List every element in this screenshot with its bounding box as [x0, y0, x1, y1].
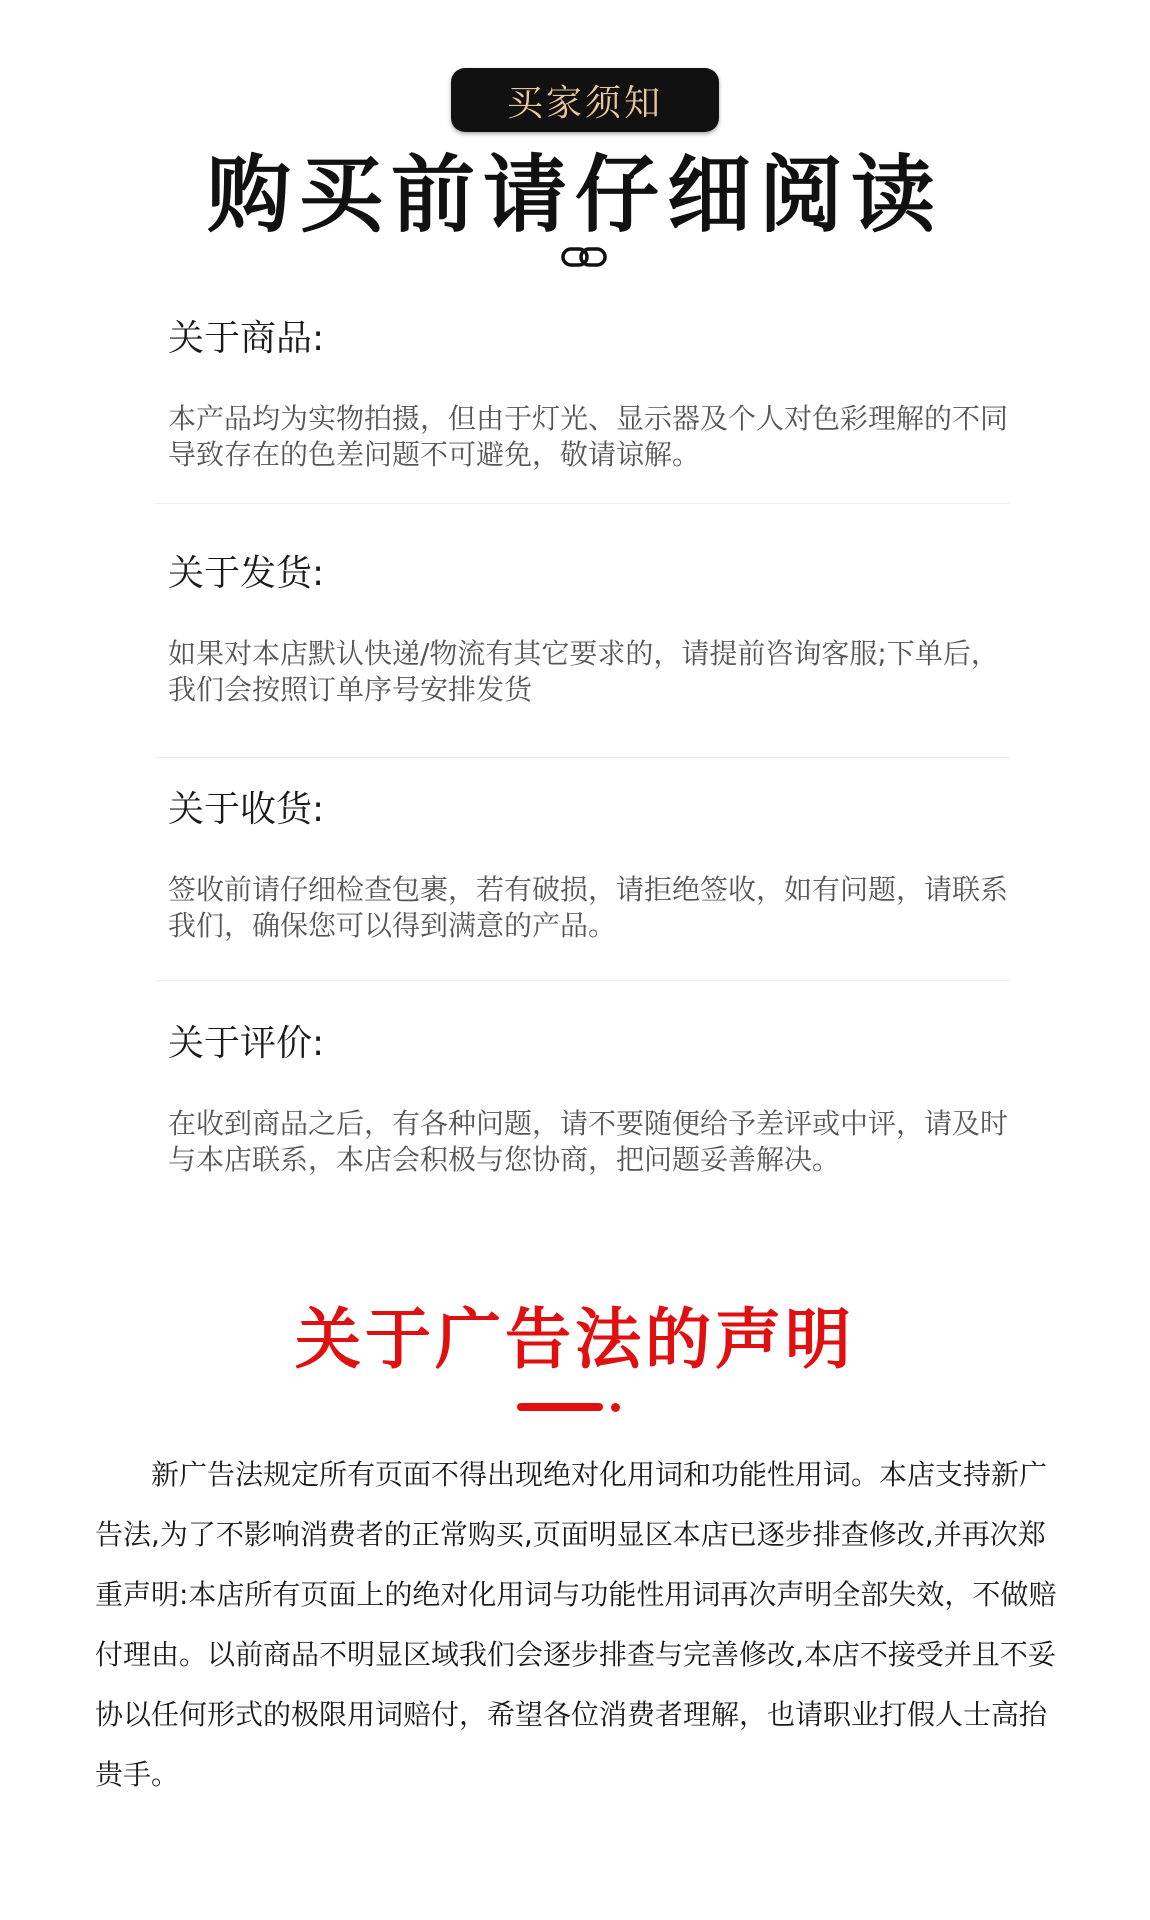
section-title: 关于收货: [168, 789, 325, 830]
section-body: 如果对本店默认快递/物流有其它要求的，请提前咨询客服;下单后，我们会按照订单序号安排发货 [168, 637, 999, 706]
section-title: 关于评价: [168, 1023, 325, 1064]
ad-law-statement: 新广告法规定所有页面不得出现绝对化用词和功能性用词。本店支持新广告法,为了不影响消费者的正常购买,页面明显区本店已逐步排查修改,并再次郑重声明:本店所有页面上的绝对化用词与功能性用词再次声明全部失效，不做赔付理由。以前商品不明显区域我们会逐步排查与完善修改,本店不接受并且不妥协以任何形式的极限用词赔付，希望各位消费者理解，也请职业打假人士高抬贵手。 [95, 1458, 1057, 1791]
divider [155, 757, 1010, 758]
section-title: 关于发货: [168, 553, 325, 594]
section-review [168, 1020, 1018, 1178]
section-receiving [168, 786, 1018, 944]
section-shipping [168, 550, 1018, 708]
section-body: 签收前请仔细检查包裹，若有破损，请拒绝签收，如有问题，请联系我们，确保您可以得到满意的产品。 [168, 873, 1009, 942]
title-underline [517, 1403, 603, 1411]
section-body: 在收到商品之后，有各种问题，请不要随便给予差评或中评，请及时与本店联系，本店会积极与您协商，把问题妥善解决。 [168, 1107, 1009, 1176]
buyer-notice-badge [451, 68, 719, 132]
divider [155, 503, 1010, 504]
title-underline-dot [611, 1403, 620, 1412]
divider [155, 980, 1010, 981]
buyer-notice-label: 买家须知 [506, 82, 663, 124]
section-body: 本产品均为实物拍摄，但由于灯光、显示器及个人对色彩理解的不同导致存在的色差问题不可避免，敬请谅解。 [168, 402, 1009, 471]
page-title: 购买前请仔细阅读 [206, 146, 943, 244]
ad-law-title: 关于广告法的声明 [295, 1301, 855, 1378]
section-title: 关于商品: [168, 318, 325, 359]
section-product [168, 315, 1018, 473]
link-icon [561, 246, 607, 268]
